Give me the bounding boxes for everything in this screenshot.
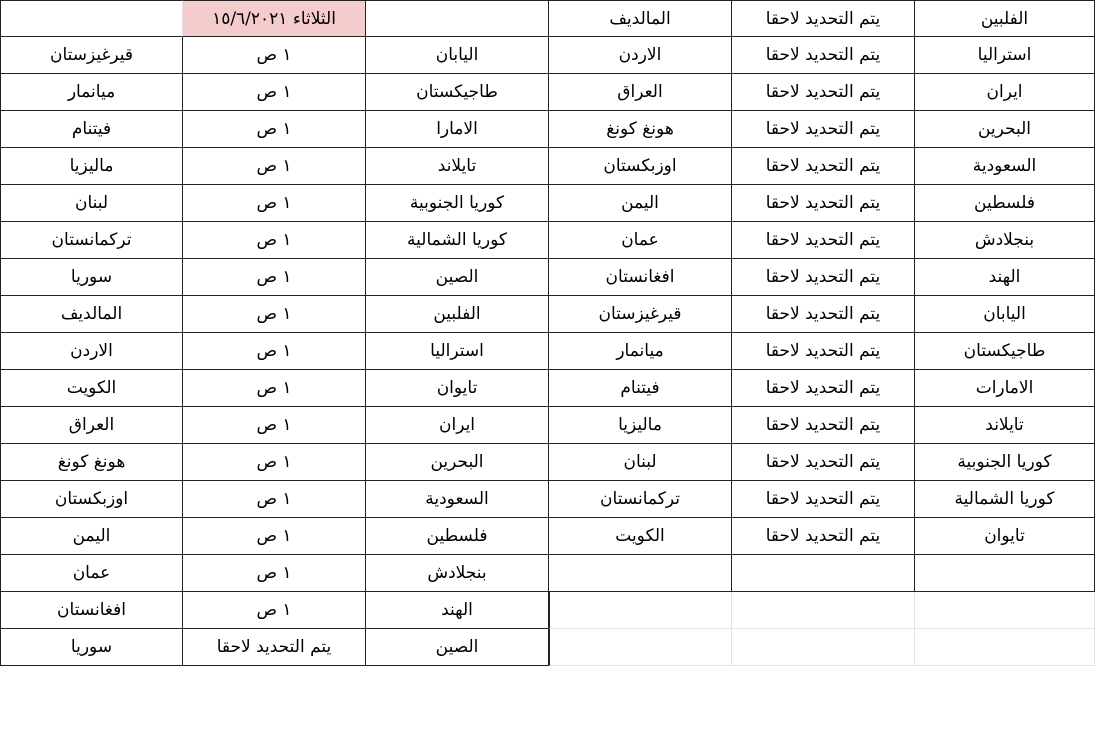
table-cell[interactable] — [915, 629, 1095, 666]
table-cell[interactable]: يتم التحديد لاحقا — [732, 148, 915, 185]
table-cell[interactable]: قيرغيزستان — [549, 296, 732, 333]
table-cell[interactable]: السعودية — [366, 481, 549, 518]
table-cell[interactable]: الامارات — [915, 370, 1095, 407]
table-cell[interactable]: كوريا الشمالية — [915, 481, 1095, 518]
table-cell[interactable]: يتم التحديد لاحقا — [732, 481, 915, 518]
table-cell[interactable]: كوريا الجنوبية — [915, 444, 1095, 481]
table-cell[interactable]: اوزبكستان — [549, 148, 732, 185]
table-cell[interactable]: اليمن — [549, 185, 732, 222]
table-cell[interactable] — [732, 629, 915, 666]
table-cell[interactable]: تايلاند — [366, 148, 549, 185]
table-cell[interactable]: الصين — [366, 259, 549, 296]
table-cell[interactable]: ١ ص — [183, 222, 366, 259]
table-cell[interactable]: ١ ص — [183, 407, 366, 444]
table-cell[interactable]: السعودية — [915, 148, 1095, 185]
table-cell[interactable]: الامارا — [366, 111, 549, 148]
table-cell[interactable]: هونغ كونغ — [0, 444, 183, 481]
table-cell[interactable]: افغانستان — [549, 259, 732, 296]
table-cell[interactable]: تايوان — [915, 518, 1095, 555]
table-cell[interactable]: العراق — [0, 407, 183, 444]
table-cell[interactable]: تايلاند — [915, 407, 1095, 444]
table-cell[interactable]: ١ ص — [183, 370, 366, 407]
table-cell[interactable]: افغانستان — [0, 592, 183, 629]
table-cell[interactable] — [549, 592, 732, 629]
table-cell[interactable]: ماليزيا — [0, 148, 183, 185]
table-cell[interactable]: ١ ص — [183, 518, 366, 555]
table-cell[interactable]: يتم التحديد لاحقا — [732, 370, 915, 407]
table-cell[interactable]: ميانمار — [549, 333, 732, 370]
table-cell[interactable]: البحرين — [915, 111, 1095, 148]
table-cell[interactable]: ١ ص — [183, 37, 366, 74]
table-cell[interactable]: يتم التحديد لاحقا — [732, 444, 915, 481]
table-cell[interactable]: هونغ كونغ — [549, 111, 732, 148]
table-cell[interactable]: ١ ص — [183, 481, 366, 518]
header-cell-g2[interactable]: يتم التحديد لاحقا — [732, 0, 915, 37]
table-cell[interactable]: لبنان — [0, 185, 183, 222]
table-cell[interactable]: ١ ص — [183, 555, 366, 592]
table-cell[interactable]: يتم التحديد لاحقا — [732, 111, 915, 148]
table-cell[interactable]: طاجيكستان — [915, 333, 1095, 370]
table-cell[interactable]: ١ ص — [183, 111, 366, 148]
table-cell[interactable]: اليمن — [0, 518, 183, 555]
table-cell[interactable]: يتم التحديد لاحقا — [732, 296, 915, 333]
table-cell[interactable]: الكويت — [0, 370, 183, 407]
table-cell[interactable]: عمان — [0, 555, 183, 592]
header-cell-empty-a[interactable] — [0, 0, 183, 37]
table-cell[interactable] — [915, 555, 1095, 592]
table-cell[interactable]: تركمانستان — [0, 222, 183, 259]
table-cell[interactable]: قيرغيزستان — [0, 37, 183, 74]
table-cell[interactable] — [549, 629, 732, 666]
table-cell[interactable]: فلسطين — [915, 185, 1095, 222]
table-cell[interactable]: بنجلادش — [366, 555, 549, 592]
table-cell[interactable]: اليابان — [915, 296, 1095, 333]
table-cell[interactable]: ١ ص — [183, 185, 366, 222]
table-cell[interactable]: الصين — [366, 629, 549, 666]
table-cell[interactable]: ١ ص — [183, 333, 366, 370]
table-cell[interactable]: فلسطين — [366, 518, 549, 555]
table-cell[interactable]: يتم التحديد لاحقا — [732, 333, 915, 370]
table-cell[interactable]: يتم التحديد لاحقا — [732, 518, 915, 555]
table-cell[interactable]: عمان — [549, 222, 732, 259]
table-cell[interactable]: ماليزيا — [549, 407, 732, 444]
table-cell[interactable]: ١ ص — [183, 296, 366, 333]
table-cell[interactable]: ١ ص — [183, 444, 366, 481]
table-cell[interactable]: طاجيكستان — [366, 74, 549, 111]
table-cell[interactable]: سوريا — [0, 259, 183, 296]
table-cell[interactable]: ايران — [915, 74, 1095, 111]
table-cell[interactable]: لبنان — [549, 444, 732, 481]
table-cell[interactable]: يتم التحديد لاحقا — [732, 74, 915, 111]
table-cell[interactable]: فيتنام — [0, 111, 183, 148]
table-cell[interactable]: يتم التحديد لاحقا — [183, 629, 366, 666]
table-cell[interactable]: كوريا الشمالية — [366, 222, 549, 259]
table-cell[interactable] — [549, 555, 732, 592]
table-cell[interactable]: الكويت — [549, 518, 732, 555]
header-cell-g3[interactable]: المالديف — [549, 0, 732, 37]
table-cell[interactable]: ١ ص — [183, 148, 366, 185]
table-cell[interactable]: بنجلادش — [915, 222, 1095, 259]
table-cell[interactable]: يتم التحديد لاحقا — [732, 185, 915, 222]
table-cell[interactable]: يتم التحديد لاحقا — [732, 407, 915, 444]
table-cell[interactable]: تركمانستان — [549, 481, 732, 518]
table-cell[interactable]: ايران — [366, 407, 549, 444]
table-cell[interactable]: تايوان — [366, 370, 549, 407]
table-cell[interactable]: العراق — [549, 74, 732, 111]
table-cell[interactable]: الهند — [915, 259, 1095, 296]
header-cell-g1[interactable]: الفلبين — [915, 0, 1095, 37]
table-cell[interactable] — [732, 592, 915, 629]
table-cell[interactable]: فيتنام — [549, 370, 732, 407]
table-cell[interactable]: استراليا — [366, 333, 549, 370]
table-cell[interactable]: المالديف — [0, 296, 183, 333]
table-cell[interactable]: الاردن — [549, 37, 732, 74]
table-cell[interactable]: يتم التحديد لاحقا — [732, 37, 915, 74]
table-cell[interactable]: يتم التحديد لاحقا — [732, 222, 915, 259]
date-header-cell[interactable]: الثلاثاء ١٥/٦/٢٠٢١ — [183, 0, 366, 37]
table-cell[interactable] — [915, 592, 1095, 629]
table-cell[interactable]: اوزبكستان — [0, 481, 183, 518]
table-cell[interactable]: الاردن — [0, 333, 183, 370]
table-cell[interactable]: سوريا — [0, 629, 183, 666]
table-cell[interactable]: ميانمار — [0, 74, 183, 111]
table-cell[interactable]: يتم التحديد لاحقا — [732, 259, 915, 296]
table-cell[interactable]: البحرين — [366, 444, 549, 481]
table-cell[interactable]: ١ ص — [183, 592, 366, 629]
table-cell[interactable]: اليابان — [366, 37, 549, 74]
table-cell[interactable]: ١ ص — [183, 259, 366, 296]
table-cell[interactable] — [732, 555, 915, 592]
header-cell-empty-c[interactable] — [366, 0, 549, 37]
table-cell[interactable]: الفلبين — [366, 296, 549, 333]
table-cell[interactable]: ١ ص — [183, 74, 366, 111]
table-cell[interactable]: الهند — [366, 592, 549, 629]
table-cell[interactable]: كوريا الجنوبية — [366, 185, 549, 222]
table-cell[interactable]: استراليا — [915, 37, 1095, 74]
